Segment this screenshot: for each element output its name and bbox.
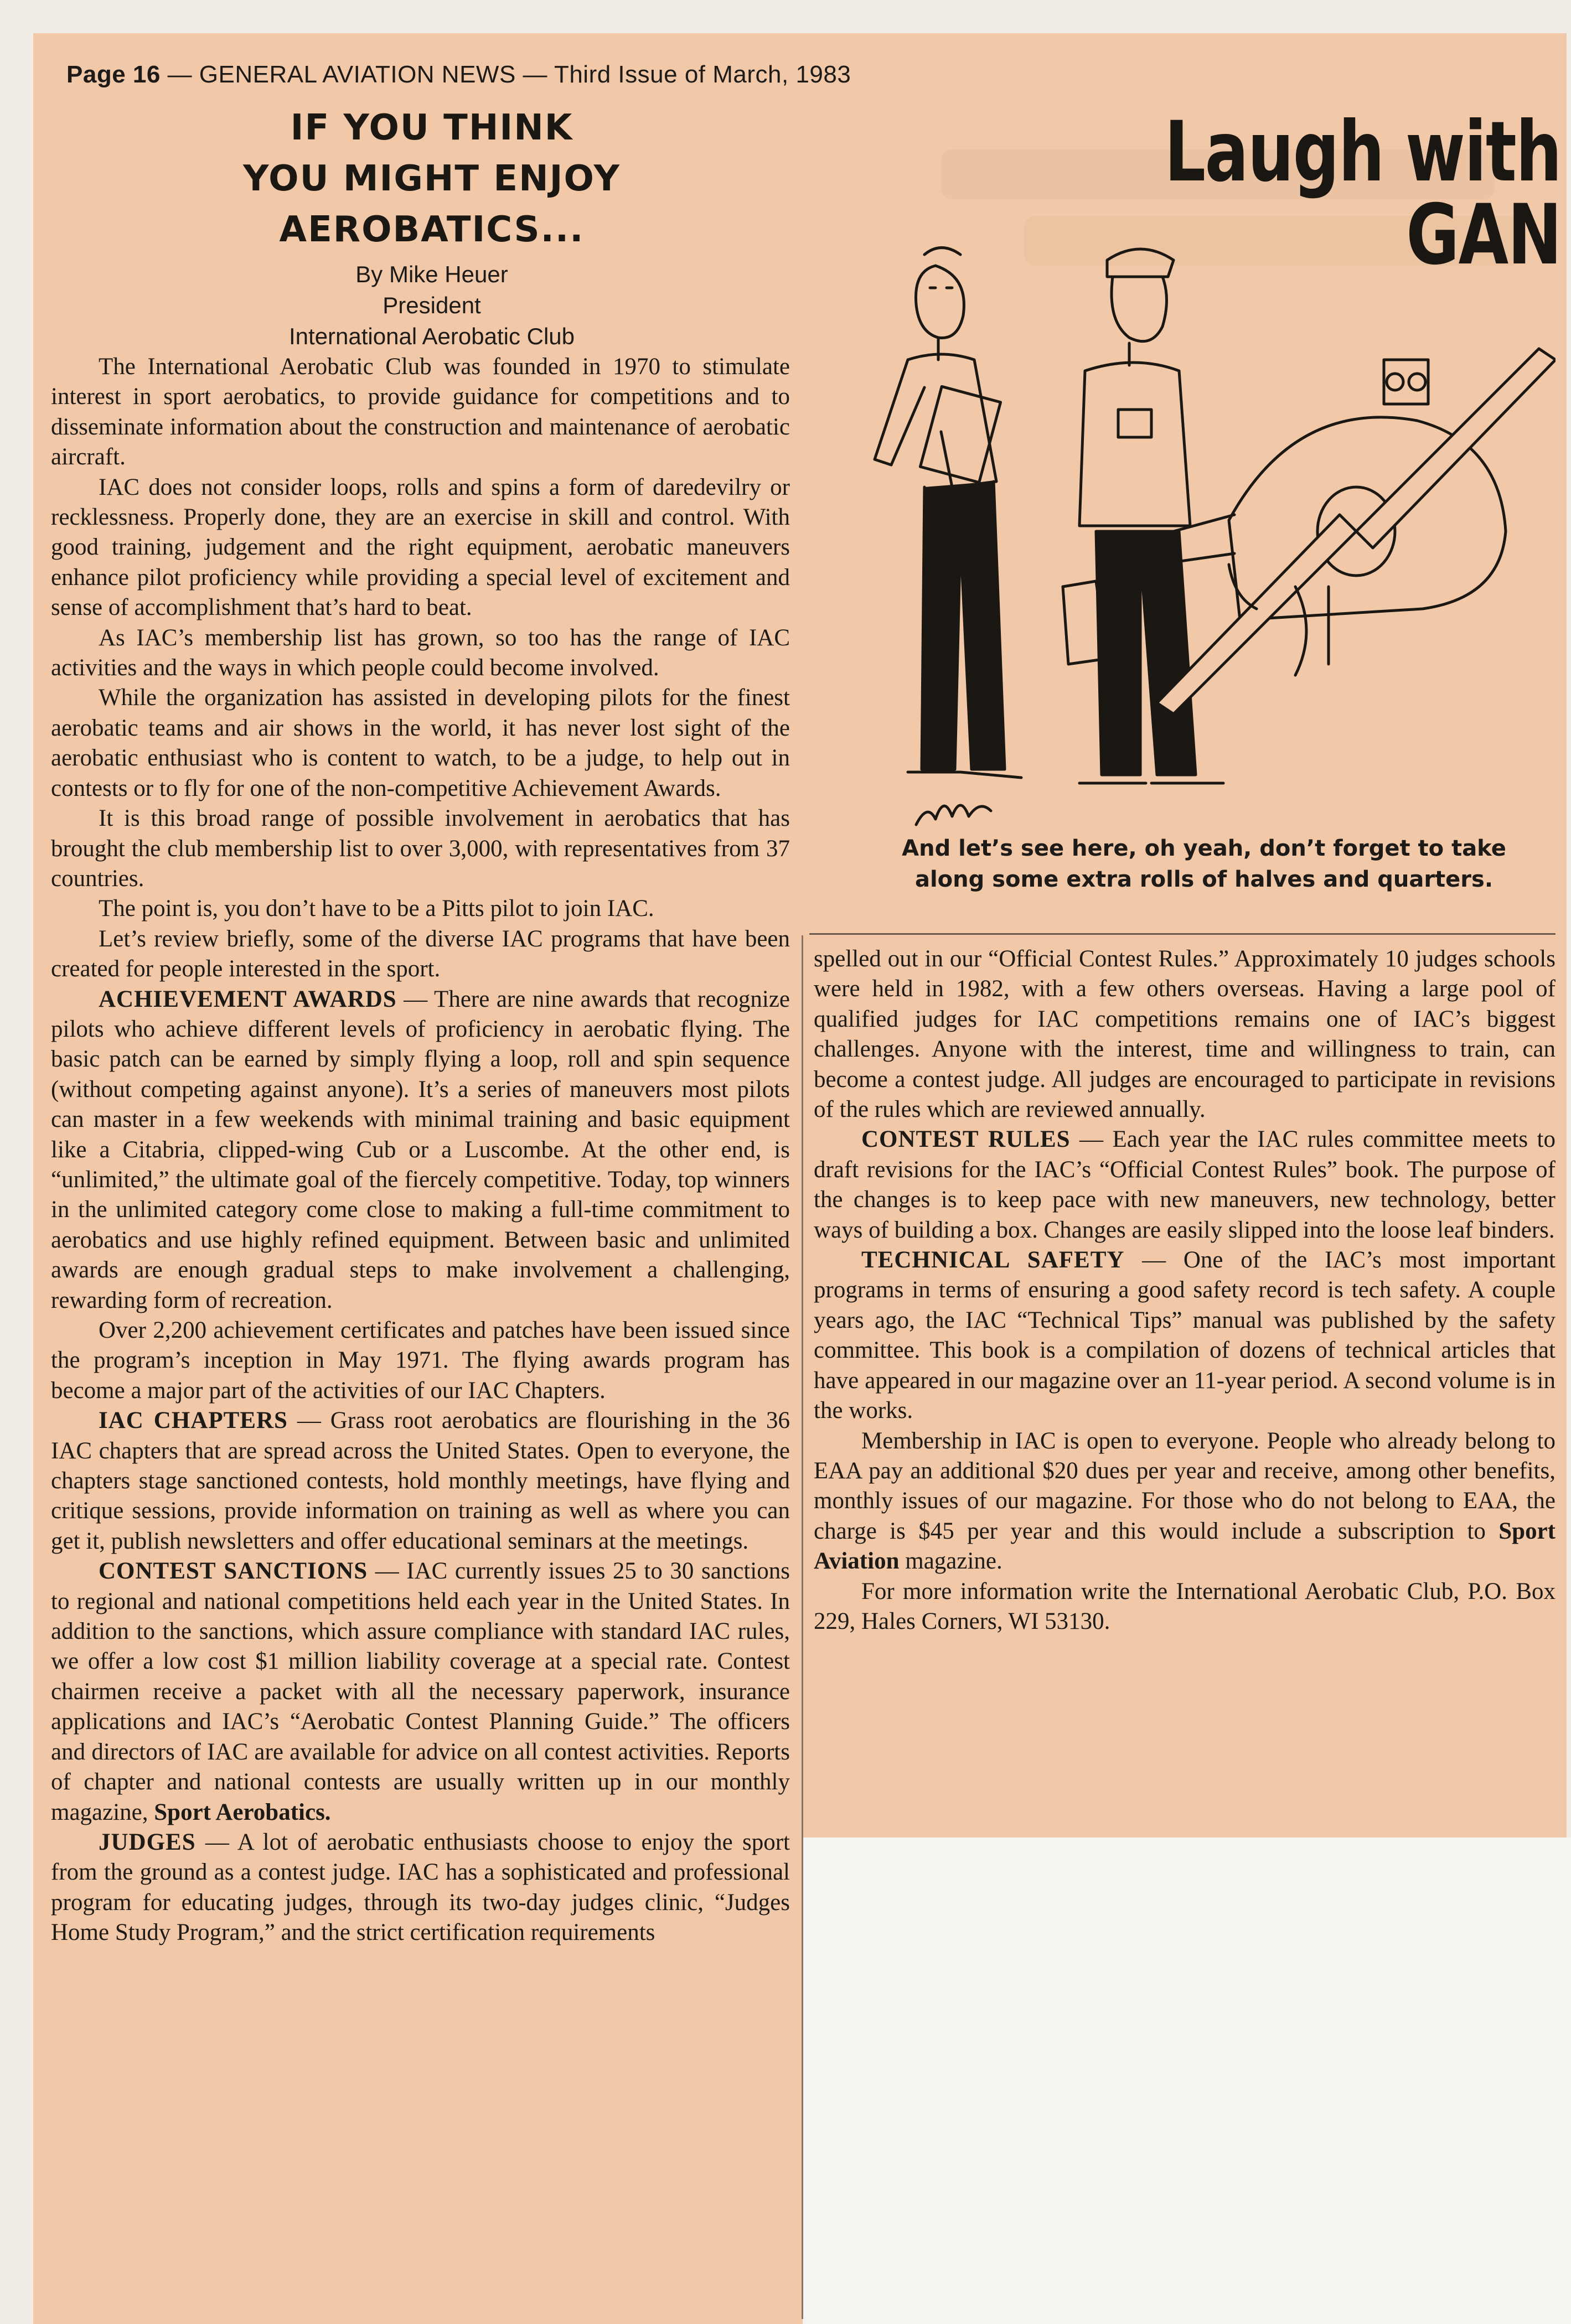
byline-author: By Mike Heuer	[355, 261, 508, 287]
headline-line-2: YOU MIGHT ENJOY	[243, 158, 621, 199]
paragraph: IAC does not consider loops, rolls and spins a form of daredevilry or recklessness. Properly done, they are an exercise in skill and control. With good training, judgement and the right equipment, aerobatic maneuvers enhance pilot proficiency while providing a special level of excitement and sense of accomplishment that’s hard to beat.	[51, 474, 790, 621]
paragraph-text: — Each year the IAC rules committee meets to draft revisions for the IAC’s “Official Contest Rules” book. The purpose of the changes is to keep pace with new maneuvers, new technology, better ways of building a box. Changes are easily slipped into the loose leaf binders.	[814, 1126, 1556, 1243]
paragraph: For more information write the International Aerobatic Club, P.O. Box 229, Hales Corners, WI 53130.	[814, 1578, 1556, 1634]
paragraph	[814, 1125, 1556, 1245]
paragraph: Let’s review briefly, some of the diverse IAC programs that have been created for people interested in the sport.	[51, 925, 790, 982]
paragraph	[814, 1426, 1556, 1577]
subhead-achievement-awards: ACHIEVEMENT AWARDS	[99, 986, 397, 1012]
subhead-technical-safety: TECHNICAL SAFETY	[861, 1247, 1125, 1274]
paragraph: The International Aerobatic Club was founded in 1970 to stimulate interest in sport aerobatics, to provide guidance for competitions and to disseminate information about the construction and maintenance of aerobatic aircraft.	[51, 354, 790, 470]
paragraph: While the organization has assisted in developing pilots for the finest aerobatic teams and air shows in the world, it has never lost sight of the aerobatic enthusiast who is content to watch, to be a judge, to help out in contests or to fly for one of the non-competitive Achievement Awards.	[51, 685, 790, 801]
mechanic-figure	[1063, 249, 1223, 783]
column-divider	[802, 935, 803, 2319]
article-headline	[166, 102, 697, 255]
paragraph: The point is, you don’t have to be a Pitts pilot to join IAC.	[99, 896, 654, 922]
cartoon-title: Laugh with GAN	[1164, 104, 1561, 283]
folio-publication: — GENERAL AVIATION NEWS — Third Issue of March, 1983	[160, 61, 851, 88]
subhead-contest-rules: CONTEST RULES	[861, 1126, 1071, 1153]
magazine-name: Sport Aviation	[814, 1518, 1556, 1575]
cartoon-illustration	[841, 232, 1556, 847]
paragraph-text: magazine.	[899, 1548, 1002, 1575]
cartoon-divider	[809, 933, 1556, 935]
headline-line-3: AEROBATICS...	[279, 209, 585, 250]
paragraph-text: — IAC currently issues 25 to 30 sanctions to regional and national competitions held each year in the United States. In addition to the sanctions, which assure compliance with standard IAC rules, we offer a low cost $1 million liability coverage at a special rate. Contest chairmen receive a packet with all the necessary paperwork, insurance applications and IAC’s “Aerobatic Contest Planning Guide.” The officers and directors of IAC are available for advice on all contest activities. Reports of chapter and national contests are usually written up in our monthly magazine,	[51, 1558, 790, 1825]
page-folio	[66, 61, 851, 89]
byline-org: International Aerobatic Club	[289, 323, 575, 349]
article-column-2	[814, 944, 1556, 1637]
biplane-nose	[1157, 349, 1556, 714]
paragraph: spelled out in our “Official Contest Rules.” Approximately 10 judges schools were held in 1982, with a few others overseas. Having a large pool of qualified judges for IAC competitions remains one of IAC’s biggest challenges. Anyone with the interest, time and willingness to train, can become a contest judge. All judges are encouraged to participate in revisions of the rules which are reviewed annually.	[814, 946, 1556, 1123]
inspector-figure	[875, 248, 1021, 778]
article-column-1	[51, 352, 790, 1948]
paragraph	[814, 1245, 1556, 1426]
paragraph-text: — Grass root aerobatics are flourishing in the 36 IAC chapters that are spread across the United States. Open to everyone, the chapters stage sanctioned contests, hold monthly meetings, have flying and critique sessions, provide information on training as well as where you can get it, publish newsletters and offer educational seminars at the meetings.	[51, 1407, 790, 1554]
paragraph	[51, 1406, 790, 1556]
cartoon-caption	[864, 833, 1544, 895]
paragraph: It is this broad range of possible involvement in aerobatics that has brought the club membership list to over 3,000, with representatives from 37 countries.	[51, 805, 790, 892]
paragraph-text: — A lot of aerobatic enthusiasts choose to enjoy the sport from the ground as a contest judge. IAC has a sophisticated and professional program for educating judges, through its two-day judges clinic, “Judges Home Study Program,” and the strict certification requirements	[51, 1829, 790, 1946]
subhead-iac-chapters: IAC CHAPTERS	[99, 1407, 288, 1434]
subhead-contest-sanctions: CONTEST SANCTIONS	[99, 1558, 368, 1585]
byline-title: President	[383, 292, 481, 318]
subhead-judges: JUDGES	[99, 1829, 196, 1855]
blank-corner	[803, 1838, 1571, 2324]
paragraph	[51, 985, 790, 1316]
paragraph-text: Membership in IAC is open to everyone. People who already belong to EAA pay an additional $20 dues per year and receive, among other benefits, monthly issues of our magazine. For those who do not belong to EAA, the charge is $45 per year and this would include a subscription to	[814, 1427, 1556, 1544]
paragraph: As IAC’s membership list has grown, so too has the range of IAC activities and the ways in which people could become involved.	[51, 624, 790, 681]
paragraph-text: — One of the IAC’s most important programs in terms of ensuring a good safety record is tech safety. A couple years ago, the IAC “Technical Tips” manual was published by the safety committee. This book is a compilation of dozens of technical articles that have appeared in our magazine over an 11-year period. A second volume is in the works.	[814, 1247, 1556, 1424]
folio-page-number: Page 16	[66, 61, 161, 88]
magazine-name: Sport Aerobatics.	[154, 1799, 331, 1825]
caption-line-2: along some extra rolls of halves and quarters.	[914, 867, 1494, 892]
paragraph-text: — There are nine awards that recognize pilots who achieve different levels of proficiency in aerobatic flying. The basic patch can be earned by simply flying a loop, roll and spin sequence (without competing against anyone). It’s a series of maneuvers most pilots can master in a few weekends with minimal training and basic equipment like a Citabria, clipped-wing Cub or a Luscombe. At the other end, is “unlimited,” the ultimate goal of the fiercely competitive. Today, top winners in the unlimited category come close to making a full-time commitment to aerobatics and use highly refined equipment. Between basic and unlimited awards are enough gradual steps to make involvement a challenging, rewarding form of recreation.	[51, 986, 790, 1313]
caption-line-1: And let’s see here, oh yeah, don’t forget to take	[902, 836, 1506, 861]
paragraph	[51, 1556, 790, 1828]
article-byline	[166, 259, 697, 352]
paragraph	[51, 1828, 790, 1948]
paragraph: Over 2,200 achievement certificates and patches have been issued since the program’s inception in May 1971. The flying awards program has become a major part of the activities of our IAC Chapters.	[51, 1317, 790, 1404]
headline-line-1: IF YOU THINK	[290, 107, 573, 148]
